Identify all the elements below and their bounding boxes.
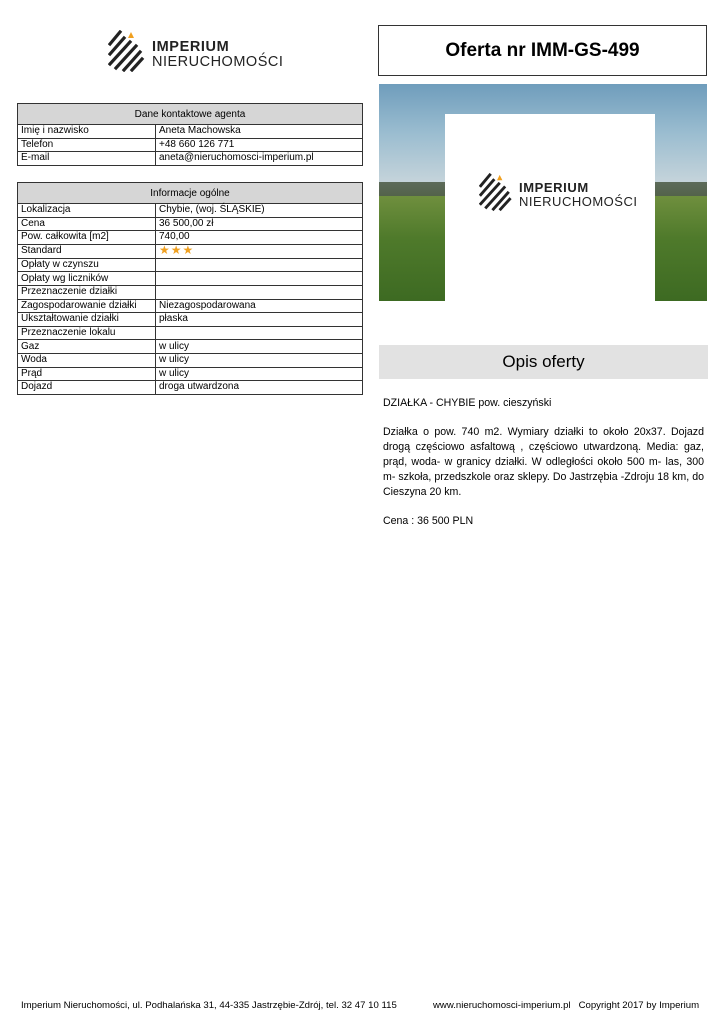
access-label: Dojazd: [18, 381, 156, 395]
meter-fees-label: Opłaty wg liczników: [18, 272, 156, 286]
meter-fees-value: [156, 272, 363, 286]
footer-address: Imperium Nieruchomości, ul. Podhalańska 31, 44-335 Jastrzębie-Zdrój, tel. 32 47 10 115: [21, 1000, 397, 1011]
rent-fees-label: Opłaty w czynszu: [18, 258, 156, 272]
location-value: Chybie, (woj. ŚLĄSKIE): [156, 204, 363, 218]
description-paragraph: Cena : 36 500 PLN: [383, 515, 474, 527]
gas-label: Gaz: [18, 340, 156, 354]
agent-phone-label: Telefon: [18, 138, 156, 152]
electricity-value: w ulicy: [156, 367, 363, 381]
photo-logo: [479, 172, 639, 216]
agent-phone-value[interactable]: +48 660 126 771: [156, 138, 363, 152]
plot-purpose-label: Przeznaczenie działki: [18, 285, 156, 299]
premises-purpose-value: [156, 326, 363, 340]
table-row: [18, 204, 363, 218]
star-icon: ★: [170, 242, 182, 257]
logo-mark-icon: [108, 30, 148, 72]
footer-website-link[interactable]: www.nieruchomosci-imperium.pl: [433, 1000, 571, 1011]
table-row: [18, 217, 363, 231]
water-value: w ulicy: [156, 353, 363, 367]
agent-email-label: E-mail: [18, 152, 156, 166]
logo-line1: IMPERIUM: [519, 180, 589, 195]
footer-right: [433, 1000, 699, 1011]
table-row: [18, 138, 363, 152]
table-row: [18, 285, 363, 299]
description-body: [383, 396, 704, 543]
plot-terrain-value: płaska: [156, 313, 363, 327]
water-label: Woda: [18, 353, 156, 367]
table-row: [18, 152, 363, 166]
area-value: 740,00: [156, 231, 363, 245]
description-paragraph: DZIAŁKA - CHYBIE pow. cieszyński: [383, 397, 552, 409]
footer-copyright: Copyright 2017 by Imperium: [578, 1000, 700, 1011]
description-header: Opis oferty: [379, 345, 708, 379]
standard-rating: [156, 244, 363, 258]
table-row: [18, 367, 363, 381]
price-value: 36 500,00 zł: [156, 217, 363, 231]
price-label: Cena: [18, 217, 156, 231]
table-row: [18, 353, 363, 367]
table-row: [18, 244, 363, 258]
star-icon: ★: [182, 242, 194, 257]
logo-mark-icon: [479, 172, 515, 212]
plot-terrain-label: Ukształtowanie działki: [18, 313, 156, 327]
company-logo: [108, 30, 284, 78]
plot-purpose-value: [156, 285, 363, 299]
logo-line1: IMPERIUM: [152, 39, 230, 55]
general-table-header: Informacje ogólne: [18, 183, 363, 204]
agent-name-label: Imię i nazwisko: [18, 125, 156, 139]
agent-table-header: Dane kontaktowe agenta: [18, 104, 363, 125]
agent-contact-table: [17, 103, 363, 166]
agent-name-value: Aneta Machowska: [156, 125, 363, 139]
plot-development-label: Zagospodarowanie działki: [18, 299, 156, 313]
premises-purpose-label: Przeznaczenie lokalu: [18, 326, 156, 340]
table-row: [18, 125, 363, 139]
description-paragraph: Działka o pow. 740 m2. Wymiary działki to około 20x37. Dojazd drogą częściowo asfaltową , częściowo utwardzoną. Media: gaz, prąd, woda- w granicy działki. W odległości około 500 m- las, 300 m- szkoła, przedszkole oraz sklepy. Do Jastrzębia -Zdroju 18 km, do Cieszyna 20 km.: [383, 426, 704, 498]
location-label: Lokalizacja: [18, 204, 156, 218]
access-value: droga utwardzona: [156, 381, 363, 395]
area-label: Pow. całkowita [m2]: [18, 231, 156, 245]
star-icon: ★: [159, 242, 170, 257]
table-row: [18, 326, 363, 340]
plot-development-value: Niezagospodarowana: [156, 299, 363, 313]
rent-fees-value: [156, 258, 363, 272]
gas-value: w ulicy: [156, 340, 363, 354]
logo-line2: NIERUCHOMOŚCI: [152, 54, 284, 70]
table-row: [18, 299, 363, 313]
property-photo[interactable]: [379, 84, 707, 301]
logo-line2: NIERUCHOMOŚCI: [519, 194, 638, 209]
agent-email-value[interactable]: aneta@nieruchomosci-imperium.pl: [156, 152, 363, 166]
standard-label: Standard: [18, 244, 156, 258]
general-info-table: [17, 182, 363, 395]
offer-title: Oferta nr IMM-GS-499: [378, 25, 707, 76]
table-row: [18, 258, 363, 272]
table-row: [18, 272, 363, 286]
table-row: [18, 340, 363, 354]
electricity-label: Prąd: [18, 367, 156, 381]
table-row: [18, 381, 363, 395]
table-row: [18, 313, 363, 327]
